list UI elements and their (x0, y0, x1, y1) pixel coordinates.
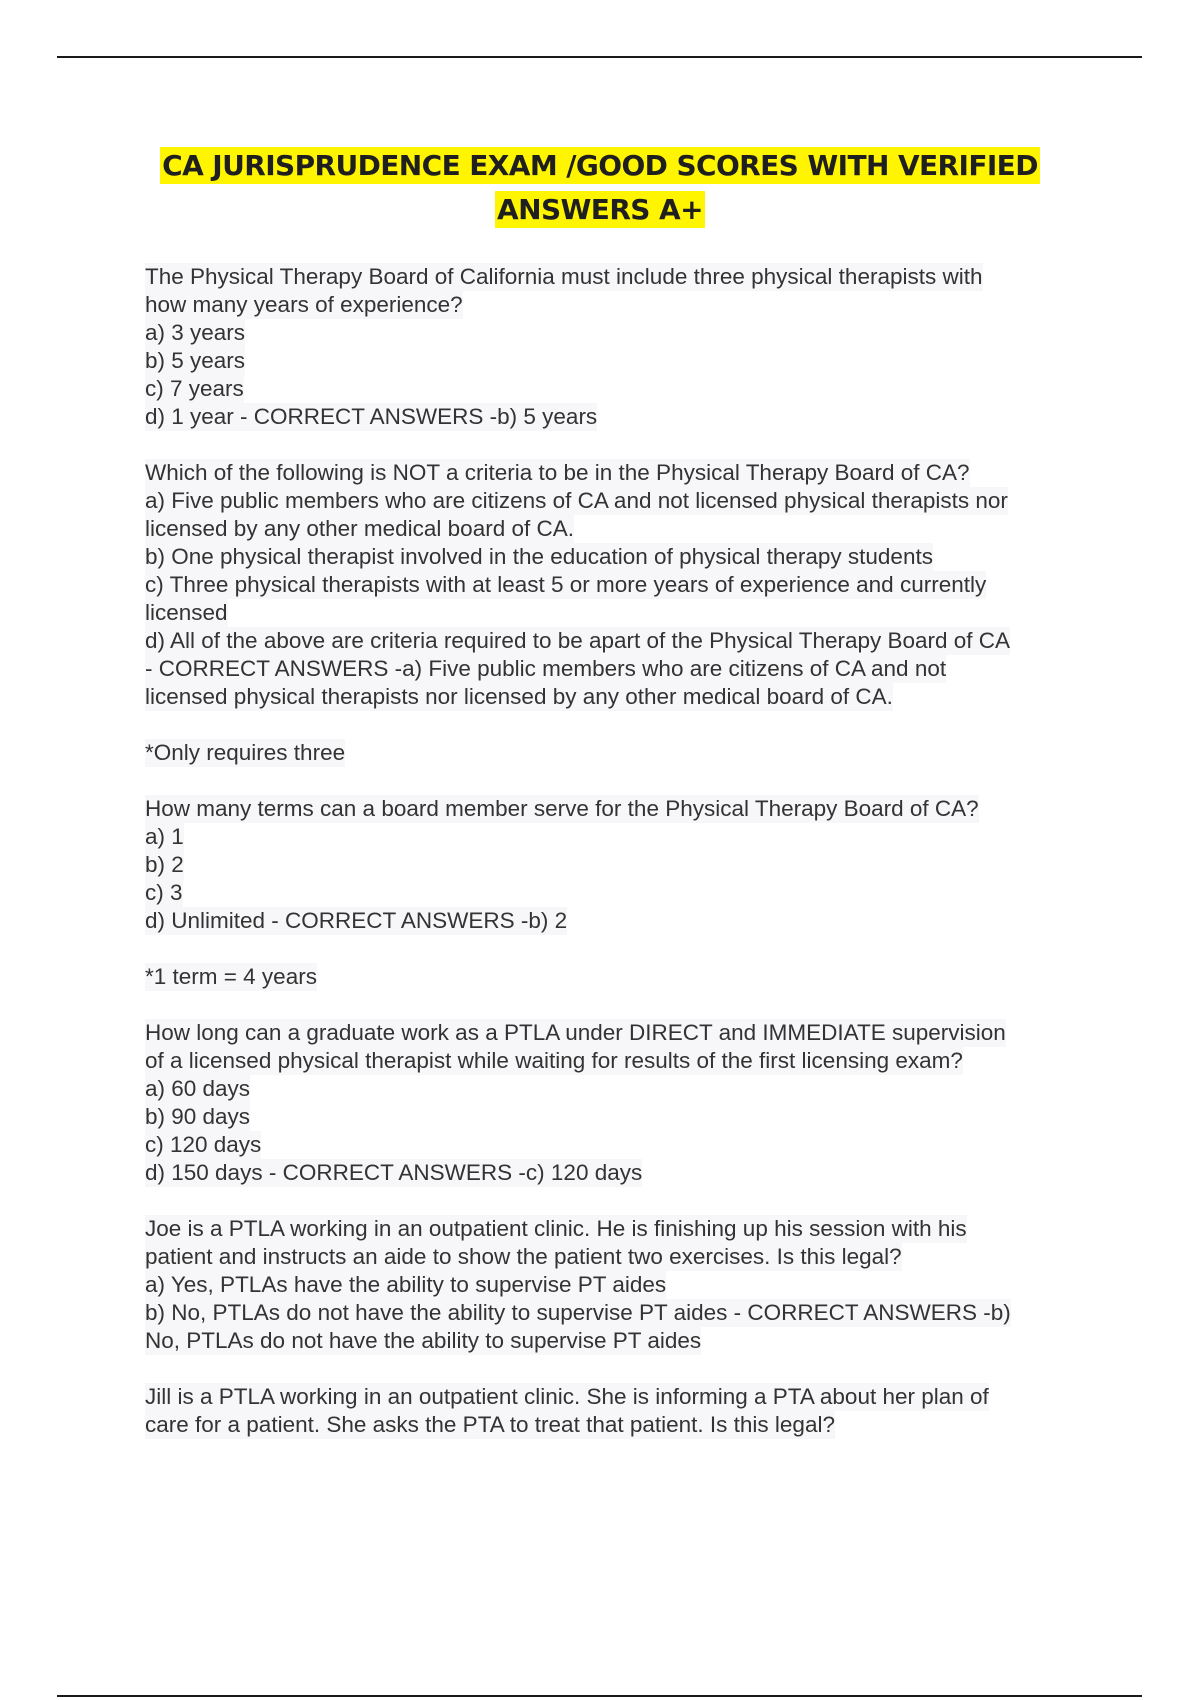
text-line: Jill is a PTLA working in an outpatient clinic. She is informing a PTA about her plan of (145, 1384, 989, 1409)
text-line: of a licensed physical therapist while waiting for results of the first licensing exam? (145, 1048, 963, 1073)
question-block (145, 1019, 1090, 1187)
text-line: - CORRECT ANSWERS -a) Five public members who are citizens of CA and not (145, 656, 947, 681)
text-line: d) 150 days - CORRECT ANSWERS -c) 120 days (145, 1160, 643, 1185)
block-spacer (145, 767, 1090, 795)
text-line: How many terms can a board member serve for the Physical Therapy Board of CA? (145, 796, 979, 821)
text-line: a) 60 days (145, 1076, 251, 1101)
block-spacer (145, 991, 1090, 1019)
text-line: *Only requires three (145, 740, 346, 765)
text-line: c) Three physical therapists with at least 5 or more years of experience and currently (145, 572, 987, 597)
text-line: b) 90 days (145, 1104, 251, 1129)
text-line: b) No, PTLAs do not have the ability to supervise PT aides - CORRECT ANSWERS -b) (145, 1300, 1011, 1325)
text-line: b) 5 years (145, 348, 246, 373)
header-rule (57, 56, 1142, 58)
question-block (145, 263, 1090, 431)
text-line: c) 7 years (145, 376, 244, 401)
footer-rule (57, 1695, 1142, 1697)
question-block (145, 1215, 1090, 1355)
text-line: a) Five public members who are citizens of CA and not licensed physical therapists nor (145, 488, 1008, 513)
text-line: a) 1 (145, 824, 184, 849)
text-line: Joe is a PTLA working in an outpatient clinic. He is finishing up his session with his (145, 1216, 967, 1241)
text-line: d) Unlimited - CORRECT ANSWERS -b) 2 (145, 908, 568, 933)
block-spacer (145, 1355, 1090, 1383)
question-block (145, 795, 1090, 935)
text-line: The Physical Therapy Board of California must include three physical therapists with (145, 264, 983, 289)
text-line: c) 3 (145, 880, 183, 905)
text-line: care for a patient. She asks the PTA to treat that patient. Is this legal? (145, 1412, 835, 1437)
block-spacer (145, 935, 1090, 963)
text-line: how many years of experience? (145, 292, 463, 317)
block-spacer (145, 431, 1090, 459)
text-line: *1 term = 4 years (145, 964, 317, 989)
text-line: c) 120 days (145, 1132, 262, 1157)
text-line: No, PTLAs do not have the ability to supervise PT aides (145, 1328, 702, 1353)
question-block (145, 739, 1090, 767)
text-line: Which of the following is NOT a criteria to be in the Physical Therapy Board of CA? (145, 460, 970, 485)
document-body (145, 263, 1090, 1439)
question-block (145, 459, 1090, 711)
text-line: licensed (145, 600, 228, 625)
text-line: licensed physical therapists nor licensed by any other medical board of CA. (145, 684, 893, 709)
text-line: a) Yes, PTLAs have the ability to supervise PT aides (145, 1272, 667, 1297)
text-line: d) All of the above are criteria required to be apart of the Physical Therapy Board of CA (145, 628, 1011, 653)
question-block (145, 1383, 1090, 1439)
text-line: d) 1 year - CORRECT ANSWERS -b) 5 years (145, 404, 598, 429)
text-line: a) 3 years (145, 320, 246, 345)
block-spacer (145, 711, 1090, 739)
text-line: b) 2 (145, 852, 184, 877)
text-line: licensed by any other medical board of CA. (145, 516, 574, 541)
title-line-2: ANSWERS A+ (497, 193, 703, 226)
question-block (145, 963, 1090, 991)
document-title (100, 144, 1100, 232)
text-line: patient and instructs an aide to show the patient two exercises. Is this legal? (145, 1244, 902, 1269)
block-spacer (145, 1187, 1090, 1215)
text-line: How long can a graduate work as a PTLA under DIRECT and IMMEDIATE supervision (145, 1020, 1006, 1045)
text-line: b) One physical therapist involved in the education of physical therapy students (145, 544, 933, 569)
title-line-1: CA JURISPRUDENCE EXAM /GOOD SCORES WITH VERIFIED (162, 149, 1038, 182)
